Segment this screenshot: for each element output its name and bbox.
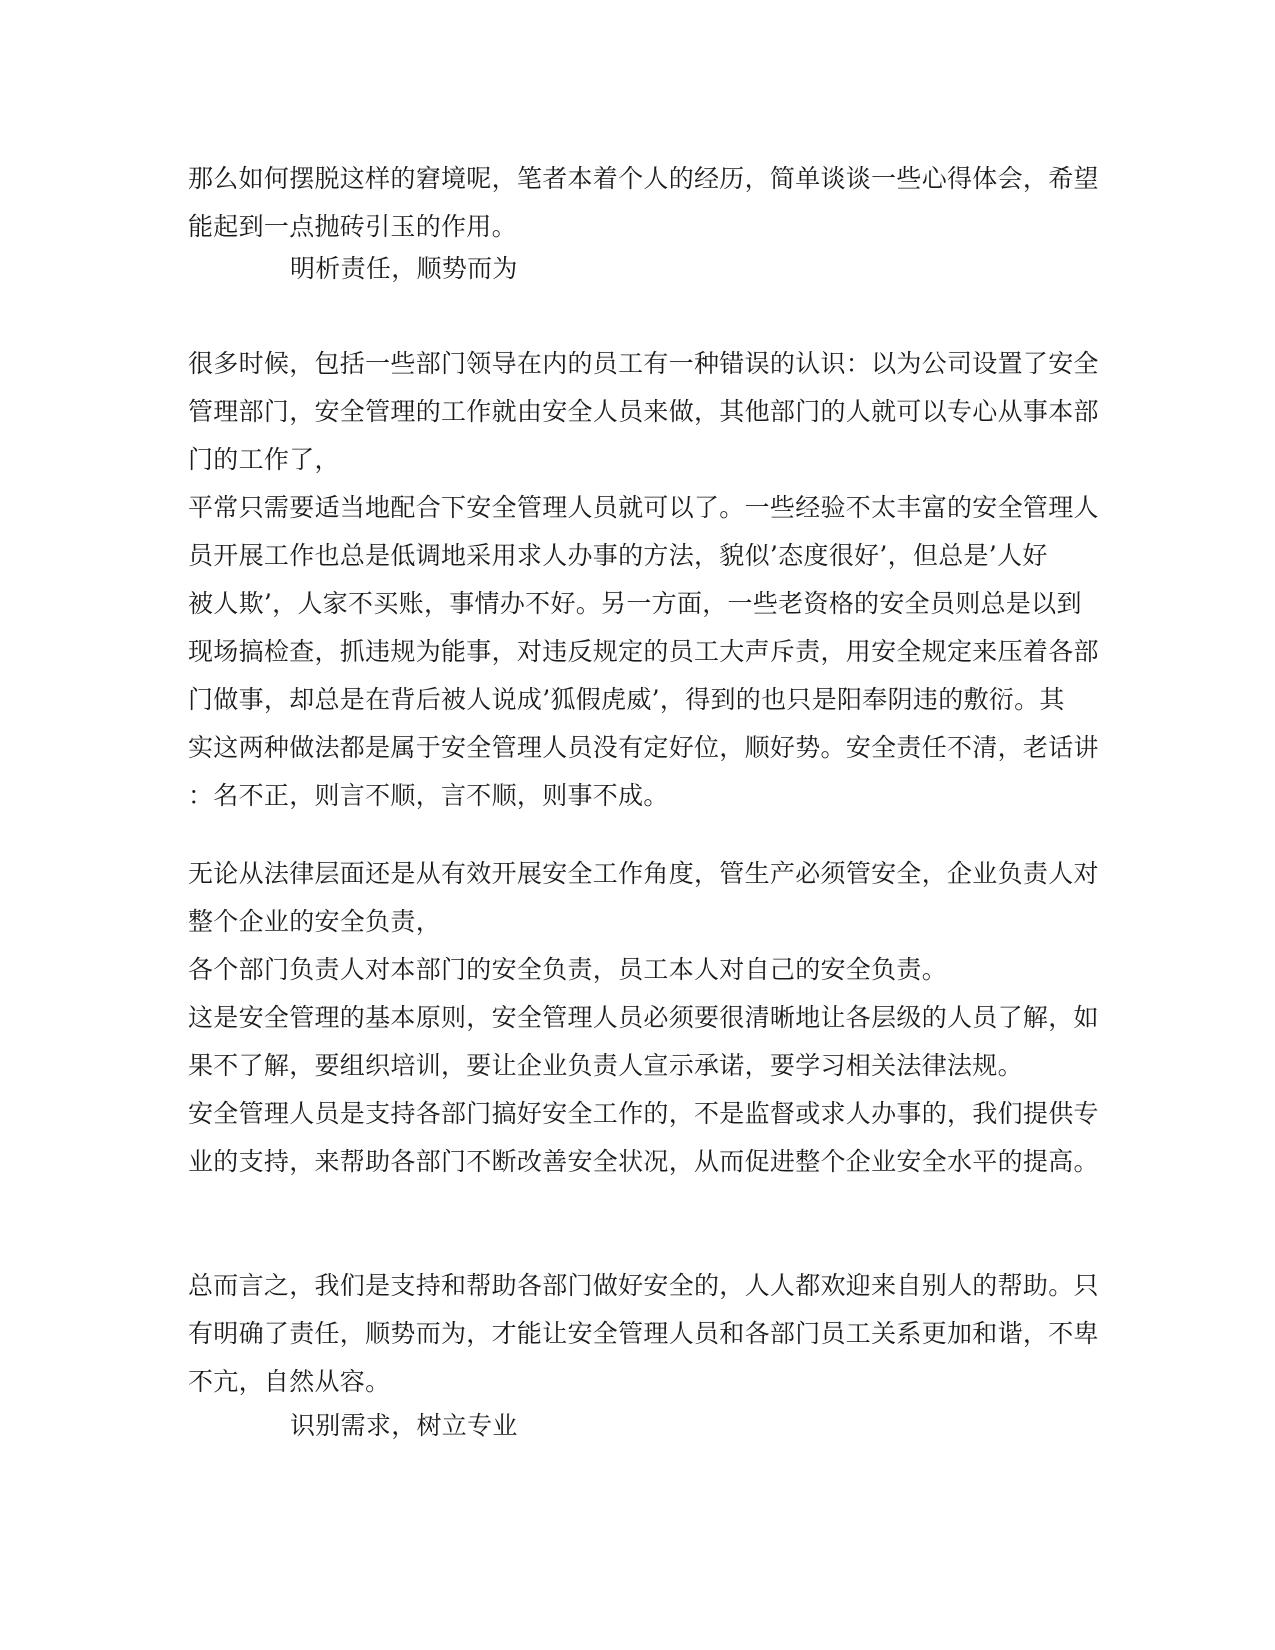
- text-line: 安全管理人员是支持各部门搞好安全工作的，不是监督或求人办事的，我们提供专: [188, 1099, 1099, 1128]
- section-heading-responsibility: 明析责任，顺势而为: [290, 254, 518, 283]
- paragraph-summary: [188, 1262, 1098, 1406]
- text-line: 实这两种做法都是属于安全管理人员没有定好位，顺好势。安全责任不清，老话讲: [188, 733, 1099, 762]
- text-line: 现场搞检查，抓违规为能事，对违反规定的员工大声斥责，用安全规定来压着各部: [188, 637, 1099, 666]
- text-line: 很多时候，包括一些部门领导在内的员工有一种错误的认识：以为公司设置了安全: [188, 349, 1099, 378]
- paragraph-misconception: [188, 340, 1098, 820]
- text-line: 业的支持，来帮助各部门不断改善安全状况，从而促进整个企业安全水平的提高。: [188, 1147, 1099, 1176]
- text-line: 无论从法律层面还是从有效开展安全工作角度，管生产必须管安全，企业负责人对: [188, 859, 1099, 888]
- text-line: 整个企业的安全负责，: [188, 907, 442, 936]
- text-line: 员开展工作也总是低调地采用求人办事的方法，貌似’态度很好’，但总是’人好: [188, 541, 1048, 570]
- text-line: 各个部门负责人对本部门的安全负责，员工本人对自己的安全负责。: [188, 955, 948, 984]
- text-line: 有明确了责任，顺势而为，才能让安全管理人员和各部门员工关系更加和谐，不卑: [188, 1319, 1099, 1348]
- text-line: 不亢，自然从容。: [188, 1367, 391, 1396]
- text-line: 这是安全管理的基本原则，安全管理人员必须要很清晰地让各层级的人员了解，如: [188, 1003, 1099, 1032]
- intro-paragraph: [188, 155, 1098, 251]
- paragraph-principles: [188, 850, 1098, 1186]
- text-line: ：名不正，则言不顺，言不顺，则事不成。: [188, 781, 669, 810]
- text-line: 门的工作了，: [188, 445, 340, 474]
- text-line: 平常只需要适当地配合下安全管理人员就可以了。一些经验不太丰富的安全管理人: [188, 493, 1099, 522]
- text-line: 门做事，却总是在背后被人说成’狐假虎威’，得到的也只是阳奉阴违的敷衍。其: [188, 685, 1065, 714]
- text-line: 管理部门，安全管理的工作就由安全人员来做，其他部门的人就可以专心从事本部: [188, 397, 1099, 426]
- text-line: 果不了解，要组织培训，要让企业负责人宣示承诺，要学习相关法律法规。: [188, 1051, 1023, 1080]
- section-heading-needs: 识别需求，树立专业: [290, 1411, 518, 1440]
- text-line: 总而言之，我们是支持和帮助各部门做好安全的，人人都欢迎来自别人的帮助。只: [188, 1271, 1099, 1300]
- text-line: 能起到一点抛砖引玉的作用。: [188, 212, 517, 241]
- text-line: 那么如何摆脱这样的窘境呢，笔者本着个人的经历，简单谈谈一些心得体会，希望: [188, 164, 1099, 193]
- text-line: 被人欺’，人家不买账，事情办不好。另一方面，一些老资格的安全员则总是以到: [188, 589, 1082, 618]
